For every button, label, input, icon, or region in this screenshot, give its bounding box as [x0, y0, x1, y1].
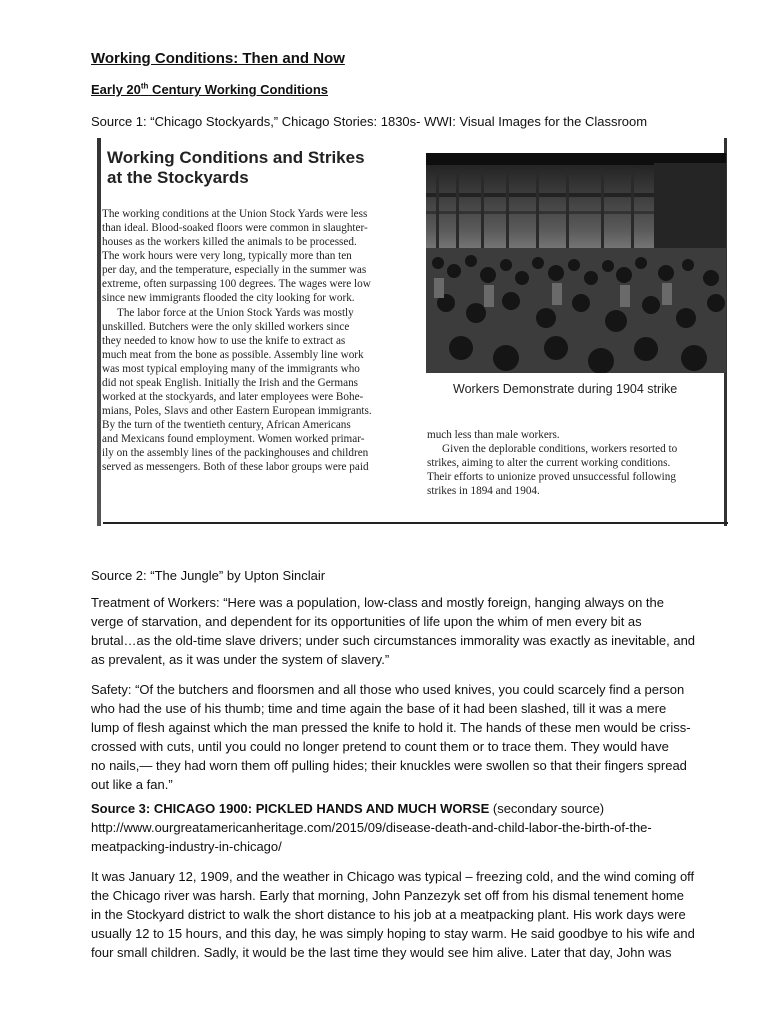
source3-title: CHICAGO 1900: PICKLED HANDS AND MUCH WORSE — [153, 801, 490, 816]
source1-citation: Source 1: “Chicago Stockyards,” Chicago Stories: 1830s- WWI: Visual Images for the Classroom — [91, 114, 648, 129]
source3-note: (secondary source) — [489, 801, 605, 816]
clipping-text-line: and Mexicans found employment. Women worked primar- — [102, 433, 365, 445]
quote-line: verge of starvation, and dependent for its opportunities of life upon the whim of men every bit as — [91, 614, 642, 629]
page-title: Working Conditions: Then and Now — [91, 50, 345, 67]
source3-label: Source 3: — [91, 801, 154, 816]
source2-citation: Source 2: “The Jungle” by Upton Sinclair — [91, 568, 326, 583]
quote-line: as prevalent, as it was under the system of slavery.” — [91, 652, 390, 667]
quote-line: lump of flesh against which the man pressed the knife to hold it. The hands of these men would be criss- — [91, 720, 691, 735]
clipping-text-line: houses as the workers killed the animals to be processed. — [102, 236, 357, 248]
clipping-border-bottom — [103, 522, 728, 524]
clipping-text-line: Their efforts to unionize proved unsuccessful following — [427, 471, 676, 483]
clipping-text-line: The work hours were very long, typically more than ten — [102, 250, 352, 262]
source3-url[interactable]: meatpacking-industry-in-chicago/ — [91, 839, 282, 854]
clipping-text-line: much less than male workers. — [427, 429, 560, 441]
source3-url[interactable]: http://www.ourgreatamericanheritage.com/2015/09/disease-death-and-child-labor-the-birth-of-the- — [91, 820, 652, 835]
strike-photo-image — [426, 153, 726, 373]
quote-line: out like a fan.” — [91, 777, 173, 792]
clipping-text-line: worked at the stockyards, and later employees were Bohe- — [102, 391, 364, 403]
clipping-text-line: they needed to know how to use the knife to extract as — [102, 335, 346, 347]
story-line: the Chicago river was harsh. Early that morning, John Panzezyk set off from his dismal tenement home — [91, 888, 684, 903]
story-line: in the Stockyard district to walk the short distance to his job at a meatpacking plant. His work days were — [91, 907, 686, 922]
clipping-text-line: per day, and the temperature, especially in the summer was — [102, 264, 367, 276]
quote-line: brutal…as the old-time slave drivers; under such circumstances immorality was exactly as inevitable, and — [91, 633, 696, 648]
story-line: usually 12 to 15 hours, and this day, he was simply hoping to stay warm. He said goodbye to his wife and — [91, 926, 695, 941]
clipping-title-line: at the Stockyards — [107, 168, 249, 187]
clipping-text-line: By the turn of the twentieth century, African Americans — [102, 419, 351, 431]
clipping-text-line: mians, Poles, Slavs and other Eastern European immigrants. — [102, 405, 372, 417]
section-heading — [91, 82, 328, 97]
clipping-text-line: The labor force at the Union Stock Yards was mostly — [117, 307, 354, 319]
quote-line: no nails,— they had worn them off pulling hides; their knuckles were swollen so that their fingers spread — [91, 758, 687, 773]
clipping-text-line: extreme, often surpassing 100 degrees. The wages were low — [102, 278, 371, 290]
clipping-text-line: strikes in 1894 and 1904. — [427, 485, 540, 497]
story-line: four small children. Sadly, it would be the last time they would see him alive. Later that day, John was — [91, 945, 672, 960]
clipping-text-line: served as messengers. Both of these labor groups were paid — [102, 461, 369, 473]
clipping-text-line: much meat from the bone as possible. Assembly line work — [102, 349, 364, 361]
newspaper-clipping — [97, 138, 728, 528]
clipping-text-line: was most typical employing many of the immigrants who — [102, 363, 360, 375]
clipping-title-line: Working Conditions and Strikes — [107, 148, 365, 167]
subtitle-superscript: th — [140, 81, 149, 91]
clipping-border-left — [97, 138, 101, 526]
quote-line: Safety: “Of the butchers and floorsmen and all those who used knives, you could scarcely find a person — [91, 682, 685, 697]
clipping-title — [107, 148, 365, 188]
clipping-text-line: Given the deplorable conditions, workers resorted to — [442, 443, 678, 455]
subtitle-text: Early 20 — [91, 82, 141, 97]
strike-photo — [426, 153, 726, 373]
source3-citation — [91, 800, 604, 818]
story-line: It was January 12, 1909, and the weather in Chicago was typical – freezing cold, and the wind coming off — [91, 869, 695, 884]
clipping-text-line: ily on the assembly lines of the packinghouses and children — [102, 447, 369, 459]
clipping-text-line: The working conditions at the Union Stock Yards were less — [102, 208, 368, 220]
clipping-text-line: since new immigrants flooded the city looking for work. — [102, 292, 355, 304]
clipping-text-line: strikes, aiming to alter the current working conditions. — [427, 457, 671, 469]
clipping-text-line: unskilled. Butchers were the only skilled workers since — [102, 321, 350, 333]
photo-caption: Workers Demonstrate during 1904 strike — [453, 382, 678, 396]
quote-line: crossed with cuts, until you could no longer pretend to count them or to trace them. They would have — [91, 739, 669, 754]
quote-line: Treatment of Workers: “Here was a population, low-class and mostly foreign, hanging always on the — [91, 595, 664, 610]
clipping-text-line: than ideal. Blood-soaked floors were common in slaughter- — [102, 222, 368, 234]
clipping-text-line: did not speak English. Initially the Irish and the Germans — [102, 377, 359, 389]
quote-line: who had the use of his thumb; time and time again the base of it had been slashed, till it was a mere — [91, 701, 667, 716]
subtitle-rest: Century Working Conditions — [148, 82, 329, 97]
